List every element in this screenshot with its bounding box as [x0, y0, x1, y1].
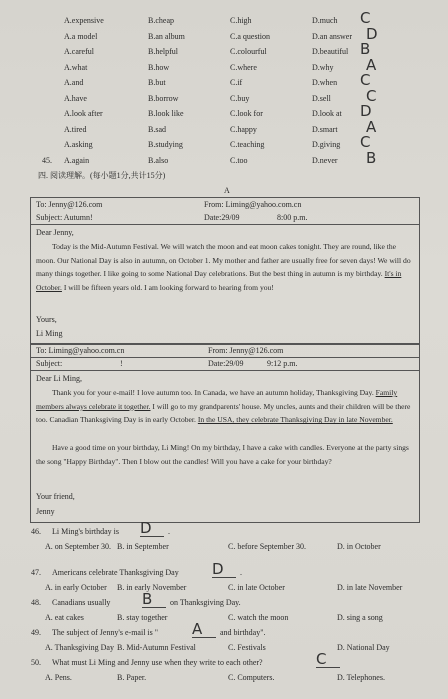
email-one-header-divider	[30, 224, 420, 225]
email-two-paragraph-2: Have a good time on your birthday, Li Ming! On my birthday, I have a cake with candles. Everyone at the party sings the song "Happy Birthday". Then I blow out the candles! Will you have a cake for your birthday?	[36, 443, 409, 466]
question-option: A. Pens.	[45, 673, 72, 682]
question-number: 49.	[31, 628, 41, 637]
answer-blank: A	[192, 622, 216, 638]
handwritten-answer: B	[366, 148, 377, 167]
email-one-subject: Subject: Autumn!	[36, 213, 93, 222]
section-title: 四. 阅读理解。(每小题1分,共计15分)	[38, 171, 166, 180]
option-c: C.if	[230, 78, 243, 87]
question-stem: Li Ming's birthday is	[52, 527, 119, 536]
handwritten-answer: A	[366, 55, 377, 74]
answer-blank: D	[212, 562, 236, 578]
question-option: A. in early October	[45, 583, 107, 592]
question-option: C. watch the moon	[228, 613, 289, 622]
email-two-to: To: Liming@yahoo.com.cn	[36, 346, 125, 355]
question-stem: What must Li Ming and Jenny use when they write to each other?	[52, 658, 263, 667]
email-two-paragraph-b: I will go to my grandparents' house. My uncles, aunts and their children will be there too. Canadian Thanksgiving Day is in early October.	[36, 401, 411, 425]
email-one-from: From: Liming@yahoo.com.cn	[204, 200, 302, 209]
question-tail: .	[240, 568, 242, 577]
question-option: D. Telephones.	[337, 673, 385, 682]
email-two-from: From: Jenny@126.com	[208, 346, 284, 355]
question-option: B. in September	[117, 542, 169, 551]
option-c: C.high	[230, 16, 252, 25]
option-b: B.how	[148, 62, 170, 72]
email-one-greeting: Dear Jenny,	[36, 228, 74, 237]
email-two-body	[36, 386, 414, 427]
question-option: B. in early November	[117, 583, 187, 592]
email-two-subject-mark: !	[120, 359, 123, 368]
option-num: 45.	[42, 155, 52, 165]
handwritten-answer: D	[360, 102, 372, 120]
question-option: C. before September 30.	[228, 542, 306, 551]
question-option: D. in October	[337, 542, 381, 551]
email-two-date: Date:29/09	[208, 359, 244, 368]
handwritten-answer: C	[360, 9, 371, 27]
email-one-body	[36, 240, 414, 294]
question-option: D. sing a song	[337, 613, 383, 622]
handwritten-answer: D	[366, 24, 378, 43]
email-one-time: 8:00 p.m.	[277, 213, 308, 222]
option-a: A.asking	[64, 140, 93, 149]
question-option: C. Computers.	[228, 673, 275, 682]
email-one-signature: Li Ming	[36, 329, 63, 338]
question-stem: The subject of Jenny's e-mail is "	[52, 628, 159, 637]
option-a: A.careful	[64, 47, 94, 56]
answer-blank: D	[140, 521, 164, 537]
question-option: B. Paper.	[117, 673, 147, 682]
question-number: 47.	[31, 568, 41, 577]
question-option: B. Mid-Autumn Festival	[117, 643, 196, 652]
email-two-time: 9:12 p.m.	[267, 359, 298, 368]
option-c: C.where	[230, 62, 257, 72]
question-option: C. in late October	[228, 583, 285, 592]
email-one-underlined-sentence: It's in October.	[36, 269, 402, 292]
question-option: D. National Day	[337, 643, 390, 652]
answer-blank: B	[142, 592, 166, 608]
option-c: C.too	[230, 155, 248, 165]
question-option: A. Thanksgiving Day	[45, 643, 114, 652]
question-option: A. eat cakes	[45, 613, 84, 622]
handwritten-answer: A	[366, 117, 377, 136]
option-a: A.a model	[64, 31, 98, 41]
option-d: D.sell	[312, 93, 331, 103]
email-two-signature: Jenny	[36, 507, 55, 516]
answer-blank: C	[316, 652, 340, 668]
email-two-paragraph-a: Thank you for your e-mail! I love autumn too. In Canada, we have an autumn holiday, Thanksgiving Day.	[52, 388, 374, 397]
question-tail: and birthday".	[220, 628, 266, 637]
option-d: D.giving	[312, 140, 341, 149]
email-one-to: To: Jenny@126.com	[36, 200, 103, 209]
option-d: D.an answer	[312, 31, 352, 41]
question-number: 50.	[31, 658, 41, 667]
question-option: C. Festivals	[228, 643, 266, 652]
option-a: A.look after	[64, 109, 103, 118]
option-b: B.also	[148, 155, 169, 165]
option-c: C.a question	[230, 31, 270, 41]
email-one-date: Date:29/09	[204, 213, 240, 222]
option-d: D.when	[312, 78, 338, 87]
option-b: B.but	[148, 78, 166, 87]
option-a: A.tired	[64, 124, 87, 134]
option-c: C.buy	[230, 93, 250, 103]
email-two-subject: Subject:	[36, 359, 63, 368]
option-c: C.teaching	[230, 140, 265, 149]
email-two-underlined-1: Family members always celebrate it together.	[36, 388, 398, 411]
option-b: B.cheap	[148, 16, 174, 25]
option-d: D.why	[312, 62, 334, 72]
option-c: C.happy	[230, 124, 257, 134]
passage-label: A	[224, 186, 230, 195]
question-option: A. on September 30.	[45, 542, 111, 551]
handwritten-answer: B	[360, 40, 371, 58]
email-two-greeting: Dear Li Ming,	[36, 374, 82, 383]
option-d: D.beautiful	[312, 47, 349, 56]
handwritten-answer: C	[366, 86, 377, 105]
option-b: B.an album	[148, 31, 185, 41]
option-d: D.never	[312, 155, 338, 165]
option-b: B.borrow	[148, 93, 179, 103]
question-stem: Americans celebrate Thanksgiving Day	[52, 568, 179, 577]
option-b: B.sad	[148, 124, 166, 134]
email-two-closing: Your friend,	[36, 492, 75, 501]
question-number: 46.	[31, 527, 41, 536]
email-one-paragraph-end: I will be fifteen years old. I am looking forward to hearing from you!	[63, 282, 274, 292]
option-b: B.look like	[148, 109, 184, 118]
question-tail: .	[168, 527, 170, 536]
option-a: A.have	[64, 93, 87, 103]
handwritten-answer: C	[360, 71, 371, 89]
option-d: D.much	[312, 16, 338, 25]
email-two-underlined-2: In the USA, they celebrate Thanksgiving Day in late November.	[197, 415, 393, 425]
question-stem: Canadians usually	[52, 598, 111, 607]
option-b: B.studying	[148, 140, 183, 149]
option-c: C.look for	[230, 109, 263, 118]
option-a: A.expensive	[64, 16, 104, 25]
email-two-header-divider-1	[30, 357, 420, 358]
email-one-paragraph: Today is the Mid-Autumn Festival. We will watch the moon and eat moon cakes tonight. They are round, like the moon. Our National Day is also in autumn, on October 1. My mother and father are usually free for seven days! We will do many things together. I like going to some National Day celebrations. But the best thing in autumn is my birthday.	[36, 242, 411, 279]
email-two-header-divider-2	[30, 370, 420, 371]
option-d: D.look at	[312, 109, 342, 118]
option-d: D.smart	[312, 124, 338, 134]
question-number: 48.	[31, 598, 41, 607]
option-b: B.helpful	[148, 47, 178, 56]
question-option: D. in late November	[337, 583, 403, 592]
option-a: A.and	[64, 78, 84, 87]
email-one-closing: Yours,	[36, 315, 57, 324]
handwritten-answer: C	[360, 133, 371, 151]
option-a: A.again	[64, 155, 90, 165]
question-tail: on Thanksgiving Day.	[170, 598, 241, 607]
option-a: A.what	[64, 62, 88, 72]
question-option: B. stay together	[117, 613, 168, 622]
option-c: C.colourful	[230, 47, 267, 56]
